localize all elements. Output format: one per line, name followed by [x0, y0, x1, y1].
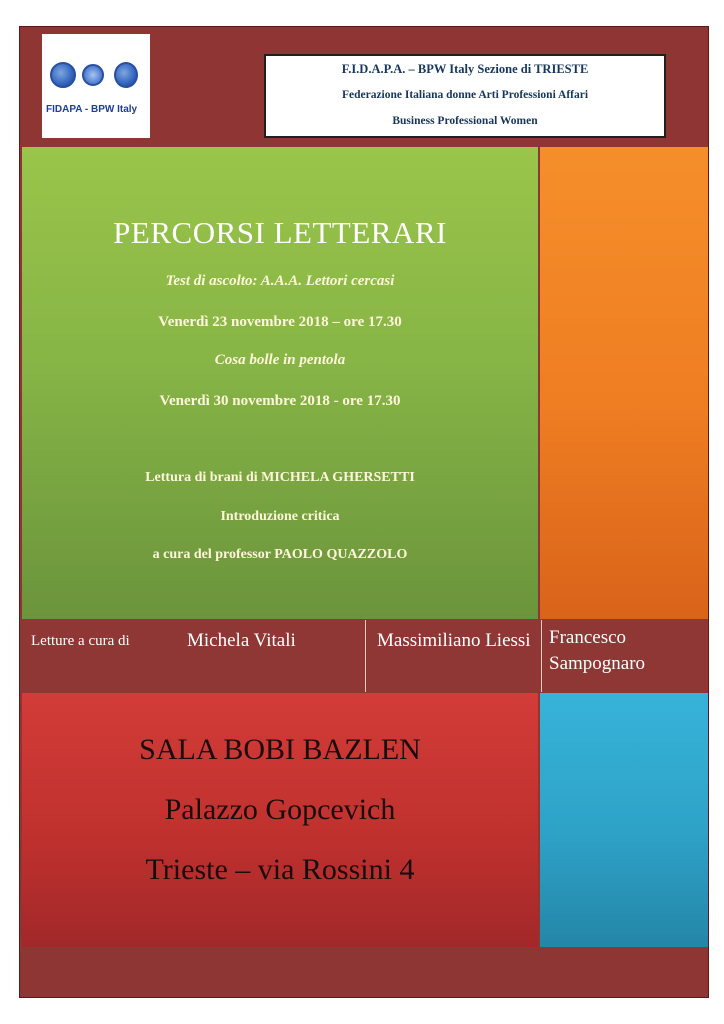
venue-building: Palazzo Gopcevich — [164, 793, 396, 826]
fidapa-logo — [42, 34, 150, 138]
poster-header — [20, 27, 708, 145]
orange-decorative-panel — [540, 147, 708, 619]
bpw-emblem-icon — [82, 64, 104, 86]
poster-footer — [20, 949, 708, 997]
blue-decorative-panel — [540, 693, 708, 947]
introduction-curator: a cura del professor PAOLO QUAZZOLO — [152, 547, 408, 562]
event-title: PERCORSI LETTERARI — [113, 215, 447, 250]
reader-name: Francesco Sampognaro — [549, 627, 646, 674]
event-details-panel — [22, 147, 538, 619]
readers-cell-1 — [20, 620, 365, 692]
readers-cell-3 — [541, 620, 708, 692]
globe-icon — [50, 62, 76, 88]
readers-row — [20, 620, 708, 692]
globe-icon — [114, 62, 138, 88]
reading-author: Lettura di brani di MICHELA GHERSETTI — [145, 470, 415, 485]
organization-section: F.I.D.A.P.A. – BPW Italy Sezione di TRIESTE — [341, 62, 589, 76]
organization-fullname: Federazione Italiana donne Arti Professioni Affari — [341, 89, 589, 101]
readers-label: Letture a cura di — [31, 633, 130, 649]
reader-name: Michela Vitali — [187, 630, 296, 651]
poster-frame — [19, 26, 709, 998]
venue-address: Trieste – via Rossini 4 — [145, 853, 415, 886]
reader-name: Massimiliano Liessi — [377, 630, 531, 651]
organization-english-name: Business Professional Women — [392, 115, 538, 127]
logo-text: FIDAPA - BPW Italy — [46, 104, 138, 115]
session1-date: Venerdì 23 novembre 2018 – ore 17.30 — [158, 314, 402, 330]
organization-info-box — [264, 54, 666, 138]
venue-panel — [22, 693, 538, 947]
session1-title: Test di ascolto: A.A.A. Lettori cercasi — [165, 273, 395, 289]
session2-title: Cosa bolle in pentola — [214, 352, 346, 368]
session2-date: Venerdì 30 novembre 2018 - ore 17.30 — [159, 393, 401, 409]
venue-hall: SALA BOBI BAZLEN — [139, 733, 421, 766]
readers-cell-2 — [365, 620, 541, 692]
critical-introduction: Introduzione critica — [220, 509, 340, 524]
